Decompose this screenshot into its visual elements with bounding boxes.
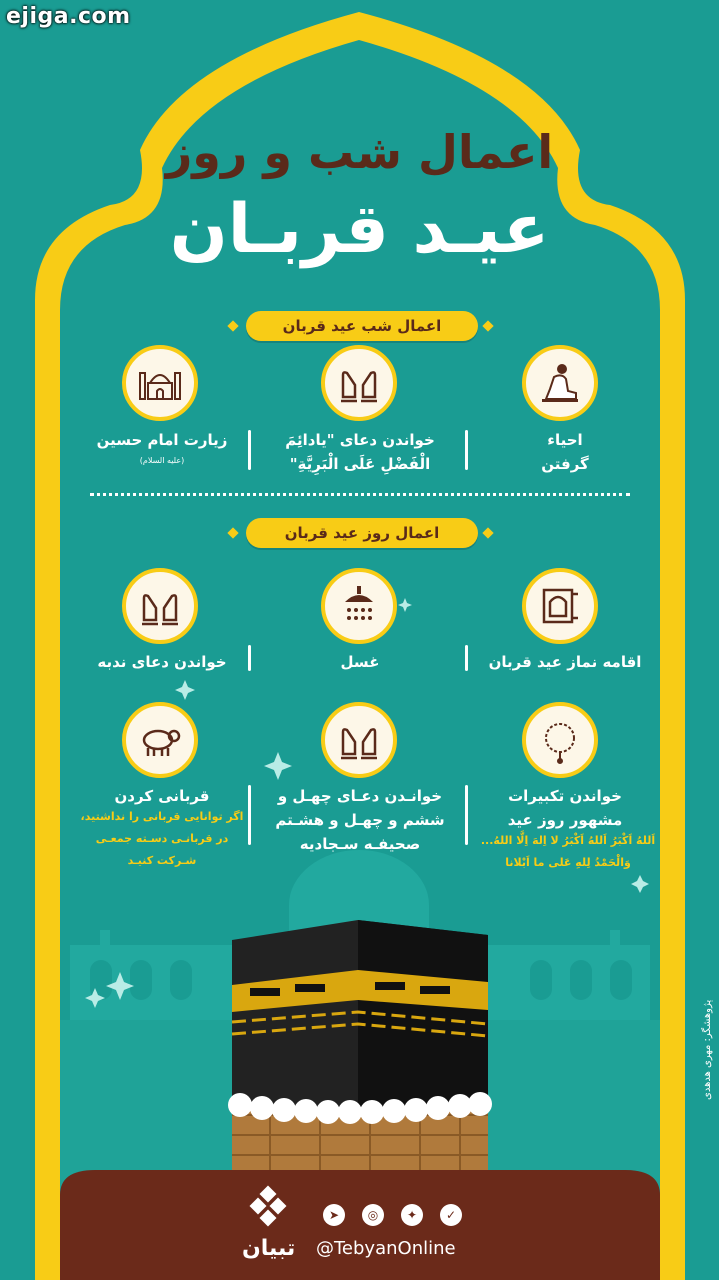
day-item-5-line3: صحیفـه سـجادیه <box>299 835 421 853</box>
separator <box>248 430 251 470</box>
shower-icon <box>321 568 397 644</box>
day-item-1-label: اقامه نماز عید قربان <box>488 653 642 671</box>
social-handle[interactable]: @TebyanOnline <box>316 1238 456 1259</box>
day-item-6-sub2: در قربانـی دسـته جمعـی <box>95 832 229 845</box>
tebyan-logo-text: تبیان <box>242 1236 296 1261</box>
day-section-heading: اعمال روز عید قربان <box>246 518 478 548</box>
night-item-2-label <box>262 428 458 476</box>
night-item-1-label <box>490 428 640 476</box>
shrine-icon <box>122 345 198 421</box>
day-item-4-label <box>480 784 650 832</box>
researcher-credit: پژوهشگر: مهری هدهدی <box>702 999 713 1100</box>
night-item-1-line2: گرفتن <box>541 455 589 473</box>
twitter-icon[interactable]: ✦ <box>401 1204 423 1226</box>
separator <box>248 785 251 845</box>
praying-hands-icon <box>122 568 198 644</box>
night-item-1-line1: احیاء <box>547 431 583 449</box>
day-item-3-label: خواندن دعای ندبه <box>97 653 227 671</box>
day-item-4-sub1: اَللهُ اَکْبَرُ اَللهُ اَکْبَرُ لا اِلهَ اِلَّا اللهُ... <box>480 834 656 847</box>
night-item-3-note: (علیه السلام) <box>139 456 185 465</box>
separator <box>465 645 468 671</box>
day-item-4-line2: مشهور روز عید <box>507 811 623 829</box>
instagram-icon[interactable]: ◎ <box>362 1204 384 1226</box>
separator <box>248 645 251 671</box>
night-item-2-line1: خواندن دعای "یادائِمَ <box>285 431 435 449</box>
sheep-icon <box>122 702 198 778</box>
praying-hands-icon <box>321 702 397 778</box>
page-title-line1: اعمال شب و روز <box>165 125 554 179</box>
night-item-2-line2: الْفَضْلِ عَلَی الْبَرِیَّةِ" <box>289 455 431 473</box>
night-section-heading: اعمال شب عید قربان <box>246 311 478 341</box>
day-item-4-sub <box>478 830 658 874</box>
day-item-5-line1: خوانـدن دعـای چهـل و <box>277 787 443 805</box>
day-item-4-line1: خواندن تکبیرات <box>508 787 622 805</box>
separator <box>465 430 468 470</box>
section-divider <box>90 493 630 496</box>
praying-man-icon <box>522 345 598 421</box>
praying-hands-icon <box>321 345 397 421</box>
day-item-2-label: غسل <box>340 653 380 671</box>
day-item-6-label: قربانی کردن <box>114 787 210 805</box>
page-title-line2: عیـد قربـان <box>169 190 550 269</box>
prayer-beads-icon <box>522 702 598 778</box>
day-item-5-label <box>268 784 452 856</box>
check-icon[interactable]: ✓ <box>440 1204 462 1226</box>
day-item-6-sub1: اگر توانایی قربانی را نداشتید، <box>80 810 244 823</box>
day-item-5-line2: ششم و چهـل و هشـتم <box>275 811 445 829</box>
day-item-6-sub3: شـرکت کنیـد <box>127 854 197 867</box>
night-item-3-label: زیارت امام حسین <box>96 431 228 449</box>
day-item-6-sub <box>72 806 252 872</box>
day-item-4-sub2: وَالْحَمْدُ لِلهِ عَلی ما اَبْلانا <box>505 856 631 869</box>
kaaba-illustration <box>228 920 492 1175</box>
watermark: ejiga.com <box>6 4 131 29</box>
separator <box>465 785 468 845</box>
telegram-icon[interactable]: ➤ <box>323 1204 345 1226</box>
prayer-rug-icon <box>522 568 598 644</box>
